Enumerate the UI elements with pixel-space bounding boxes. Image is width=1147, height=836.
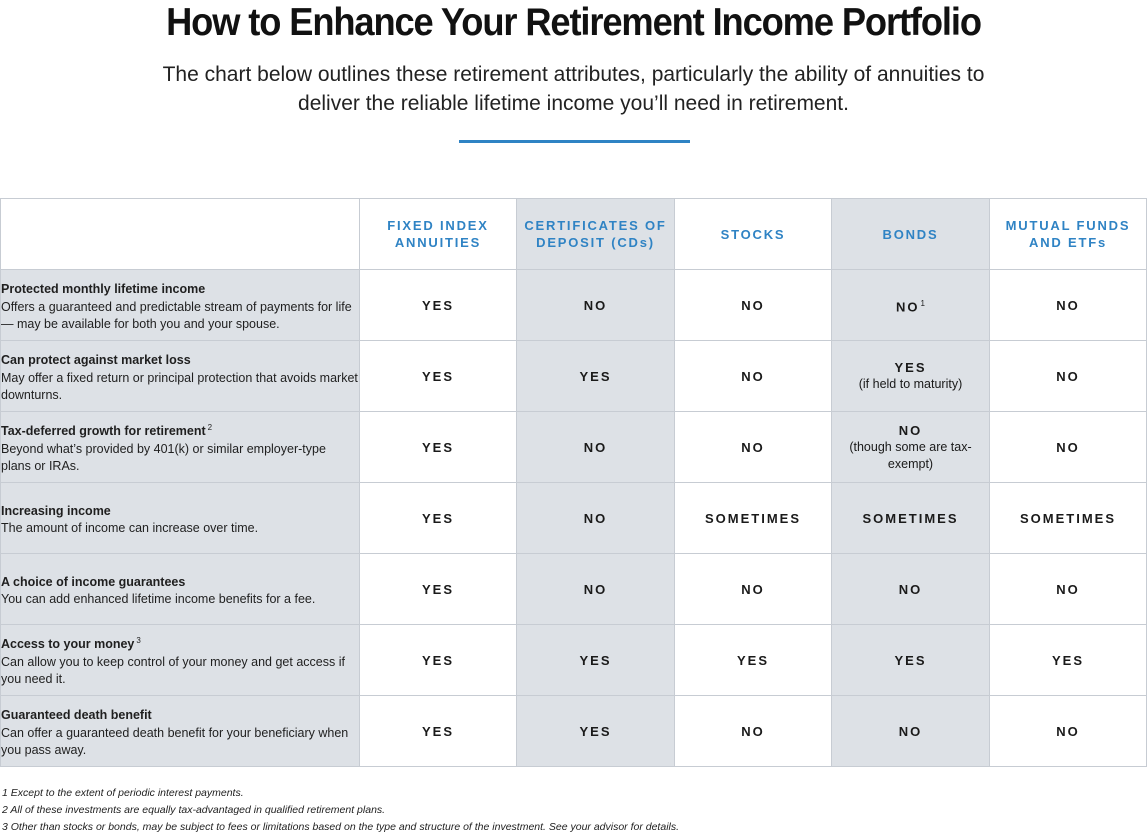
table-cell [832, 412, 990, 483]
column-header-cds [517, 199, 675, 270]
cell-value: YES [421, 510, 454, 526]
cell-value: NO [741, 368, 765, 384]
row-title: Access to your money [1, 637, 135, 652]
cell-value: SOMETIMES [704, 510, 801, 526]
table-cell [832, 696, 990, 767]
table-cell [990, 625, 1147, 696]
cell-value: NO [898, 581, 923, 597]
footnote-2: 2 All of these investments are equally tax-advantaged in qualified retirement plans. [2, 804, 386, 816]
table-corner-cell [1, 199, 360, 270]
table-cell [675, 554, 832, 625]
row-title: Guaranteed death benefit [1, 708, 152, 723]
table-cell [675, 483, 832, 554]
cell-value: NO [898, 422, 923, 438]
table-cell [517, 412, 675, 483]
table-row [1, 554, 1147, 625]
column-header-label: STOCKS [720, 226, 786, 242]
table-cell [517, 483, 675, 554]
row-label-cell [1, 341, 360, 412]
cell-footnote-marker: 1 [920, 298, 925, 308]
footnote-1: 1 Except to the extent of periodic interest payments. [2, 787, 244, 799]
cell-value: NO [1056, 439, 1080, 455]
cell-value: YES [894, 360, 927, 375]
footnotes [2, 785, 679, 836]
row-title: A choice of income guarantees [1, 575, 186, 590]
table-cell [675, 341, 832, 412]
cell-value: YES [736, 652, 769, 668]
row-footnote-marker: 3 [136, 636, 141, 646]
table-cell [832, 341, 990, 412]
table-cell [832, 483, 990, 554]
cell-value: NO [583, 581, 608, 597]
cell-value: YES [421, 723, 454, 739]
cell-value: YES [579, 652, 612, 668]
column-header-label: MUTUAL FUNDS AND ETFs [1005, 218, 1131, 250]
table-row [1, 696, 1147, 767]
row-description: You can add enhanced lifetime income benefits for a fee. [1, 592, 316, 607]
table-cell [360, 412, 517, 483]
column-header-fixed-index-annuities [360, 199, 517, 270]
table-cell [517, 270, 675, 341]
row-label-cell [1, 696, 360, 767]
table-cell [990, 696, 1147, 767]
table-cell [517, 554, 675, 625]
row-footnote-marker: 2 [207, 423, 213, 433]
table-cell [675, 270, 832, 341]
column-header-stocks [675, 199, 832, 270]
row-title: Can protect against market loss [1, 353, 191, 368]
cell-value: NO [741, 439, 765, 455]
column-header-label: FIXED INDEX ANNUITIES [387, 218, 489, 250]
cell-value: NO [583, 297, 608, 313]
cell-value: NO [1056, 297, 1080, 313]
table-cell [990, 412, 1147, 483]
table-cell [832, 270, 990, 341]
table-cell [360, 483, 517, 554]
cell-note: (if held to maturity) [858, 377, 963, 391]
table-row [1, 483, 1147, 554]
cell-value: NO [896, 299, 920, 315]
column-header-label: CERTIFICATES OF DEPOSIT (CDs) [524, 218, 667, 250]
cell-value: SOMETIMES [862, 510, 959, 526]
cell-value: NO [898, 723, 923, 739]
row-label-cell [1, 483, 360, 554]
table-header-row [1, 199, 1147, 270]
row-description: The amount of income can increase over time. [1, 521, 259, 536]
table-cell [517, 696, 675, 767]
table-cell [360, 341, 517, 412]
table-row [1, 412, 1147, 483]
row-label-cell [1, 270, 360, 341]
table-cell [990, 270, 1147, 341]
comparison-table [0, 198, 1147, 767]
cell-value: NO [583, 510, 608, 526]
cell-value: SOMETIMES [1019, 510, 1116, 526]
cell-value: YES [421, 581, 454, 597]
row-title: Increasing income [1, 504, 111, 519]
cell-value: YES [421, 368, 454, 384]
cell-value: YES [894, 652, 927, 668]
cell-value: NO [741, 297, 765, 313]
table-cell [517, 625, 675, 696]
column-header-bonds [832, 199, 990, 270]
table-cell [360, 625, 517, 696]
row-description: Can offer a guaranteed death benefit for your beneficiary when you pass away. [1, 725, 349, 757]
row-title: Protected monthly lifetime income [1, 282, 206, 297]
page-subtitle: The chart below outlines these retirement attributes, particularly the ability of annuities to deliver the reliable lifetime income you’ll need in retirement. [162, 63, 985, 115]
cell-value: NO [1056, 723, 1080, 739]
title-divider [459, 140, 690, 143]
table-cell [675, 412, 832, 483]
cell-value: YES [421, 297, 454, 313]
column-header-label: BONDS [882, 226, 939, 242]
cell-value: NO [741, 723, 765, 739]
table-cell [517, 341, 675, 412]
row-label-cell [1, 625, 360, 696]
table-cell [832, 554, 990, 625]
cell-value: YES [421, 439, 454, 455]
table-cell [990, 483, 1147, 554]
cell-value: YES [579, 723, 612, 739]
row-description: Beyond what’s provided by 401(k) or similar employer-type plans or IRAs. [1, 441, 326, 473]
cell-value: YES [421, 652, 454, 668]
cell-value: NO [583, 439, 608, 455]
row-description: Offers a guaranteed and predictable stream of payments for life — may be available for both you and your spouse. [1, 299, 352, 331]
table-cell [360, 554, 517, 625]
row-description: Can allow you to keep control of your money and get access if you need it. [1, 654, 345, 686]
cell-value: NO [741, 581, 765, 597]
table-cell [832, 625, 990, 696]
row-label-cell [1, 554, 360, 625]
column-header-mutual-funds-etfs [990, 199, 1147, 270]
table-cell [360, 696, 517, 767]
table-cell [675, 625, 832, 696]
row-label-cell [1, 412, 360, 483]
table-row [1, 270, 1147, 341]
cell-value: NO [1056, 581, 1080, 597]
table-row [1, 341, 1147, 412]
table-cell [990, 341, 1147, 412]
row-description: May offer a fixed return or principal protection that avoids market downturns. [1, 370, 358, 402]
footnote-3: 3 Other than stocks or bonds, may be subject to fees or limitations based on the type and structure of the investment. See your advisor for details. [2, 821, 680, 833]
table-cell [675, 696, 832, 767]
cell-note: (though some are tax-exempt) [849, 439, 972, 471]
table-cell [990, 554, 1147, 625]
cell-value: YES [1051, 652, 1084, 668]
cell-value: YES [579, 368, 612, 384]
table-row [1, 625, 1147, 696]
cell-value: NO [1056, 368, 1080, 384]
page-title: How to Enhance Your Retirement Income Portfolio [166, 1, 981, 44]
row-title: Tax-deferred growth for retirement [1, 424, 206, 439]
table-cell [360, 270, 517, 341]
